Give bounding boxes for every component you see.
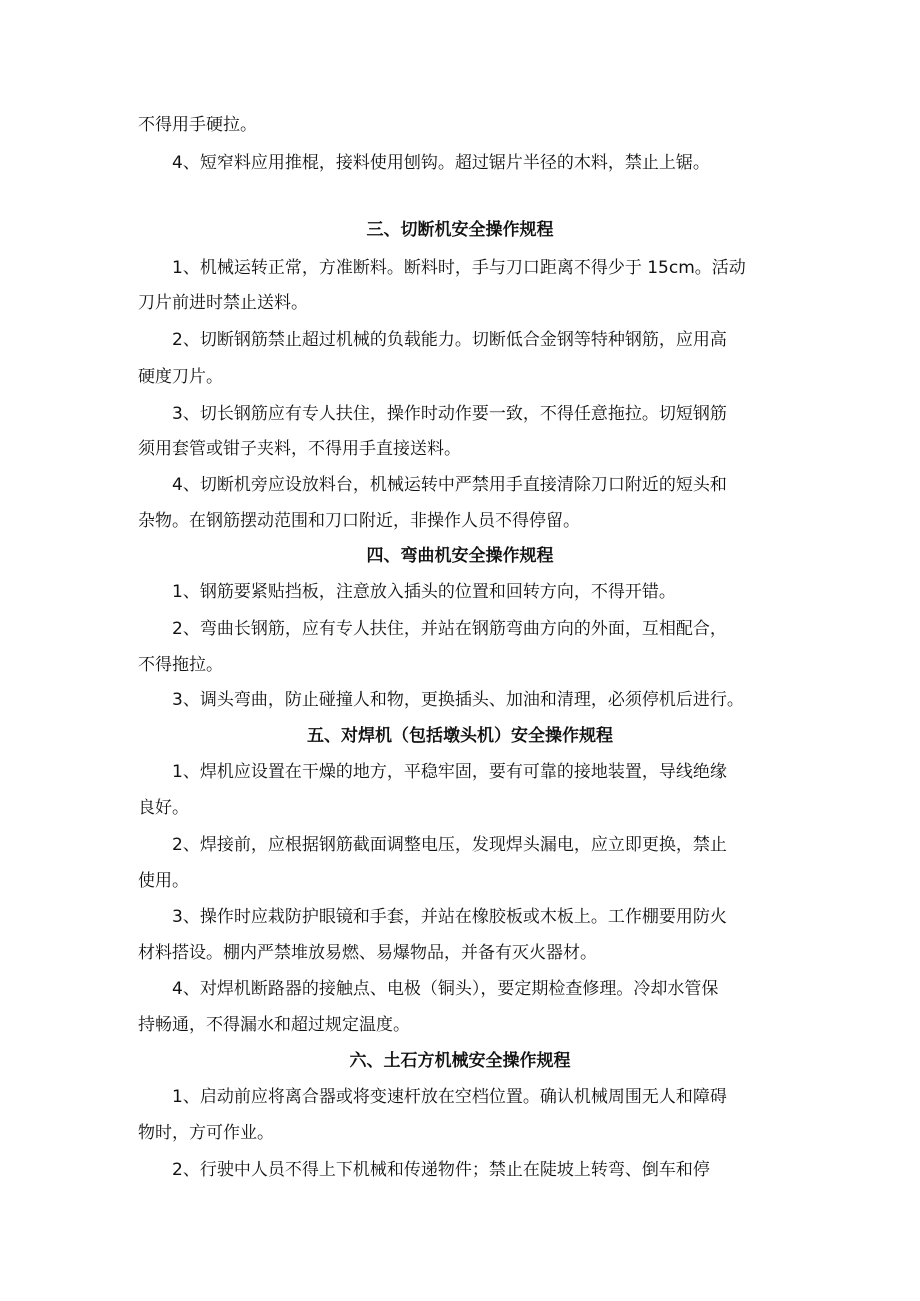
paragraph-line: 材料搭设。棚内严禁堆放易燃、易爆物品，并备有灭火器材。 <box>138 943 597 963</box>
paragraph-line: 良好。 <box>138 798 189 818</box>
section-heading-earthwork: 六、土石方机械安全操作规程 <box>349 1051 571 1071</box>
paragraph-line: 刀片前进时禁止送料。 <box>138 293 308 313</box>
paragraph-line: 不得拖拉。 <box>138 655 223 675</box>
paragraph-line: 2、行驶中人员不得上下机械和传递物件；禁止在陡坡上转弯、倒车和停 <box>172 1160 710 1180</box>
paragraph-line: 3、切长钢筋应有专人扶住，操作时动作要一致，不得任意拖拉。切短钢筋 <box>172 404 727 424</box>
section-heading-bender: 四、弯曲机安全操作规程 <box>366 546 554 566</box>
paragraph-line: 1、机械运转正常，方准断料。断料时，手与刀口距离不得少于 15cm。活动 <box>172 258 746 278</box>
section-heading-butt-welder: 五、对焊机（包括墩头机）安全操作规程 <box>307 726 613 746</box>
paragraph-line: 硬度刀片。 <box>138 367 223 387</box>
paragraph-line: 须用套管或钳子夹料，不得用手直接送料。 <box>138 439 461 459</box>
paragraph-line: 2、焊接前，应根据钢筋截面调整电压，发现焊头漏电，应立即更换，禁止 <box>172 835 727 855</box>
paragraph-line: 1、启动前应将离合器或将变速杆放在空档位置。确认机械周围无人和障碍 <box>172 1087 727 1107</box>
paragraph-line: 4、切断机旁应设放料台，机械运转中严禁用手直接清除刀口附近的短头和 <box>172 475 727 495</box>
paragraph-line: 杂物。在钢筋摆动范围和刀口附近，非操作人员不得停留。 <box>138 511 580 531</box>
section-heading-cutter: 三、切断机安全操作规程 <box>366 220 554 240</box>
paragraph-line: 1、钢筋要紧贴挡板，注意放入插头的位置和回转方向，不得开错。 <box>172 582 676 602</box>
paragraph-line: 使用。 <box>138 871 189 891</box>
paragraph-line: 4、对焊机断路器的接触点、电极（铜头），要定期检查修理。冷却水管保 <box>172 979 719 999</box>
paragraph-line: 2、切断钢筋禁止超过机械的负载能力。切断低合金钢等特种钢筋，应用高 <box>172 330 727 350</box>
paragraph-line: 1、焊机应设置在干燥的地方，平稳牢固，要有可靠的接地装置，导线绝缘 <box>172 762 727 782</box>
paragraph-line: 2、弯曲长钢筋，应有专人扶住，并站在钢筋弯曲方向的外面，互相配合， <box>172 619 727 639</box>
paragraph-line: 3、操作时应栽防护眼镜和手套，并站在橡胶板或木板上。工作棚要用防火 <box>172 907 727 927</box>
paragraph-line: 4、短窄料应用推棍，接料使用刨钩。超过锯片半径的木料，禁止上锯。 <box>172 153 710 173</box>
paragraph-line: 3、调头弯曲，防止碰撞人和物，更换插头、加油和清理，必须停机后进行。 <box>172 690 744 710</box>
paragraph-line: 持畅通，不得漏水和超过规定温度。 <box>138 1015 410 1035</box>
paragraph-line: 不得用手硬拉。 <box>138 115 257 135</box>
paragraph-line: 物时，方可作业。 <box>138 1123 274 1143</box>
